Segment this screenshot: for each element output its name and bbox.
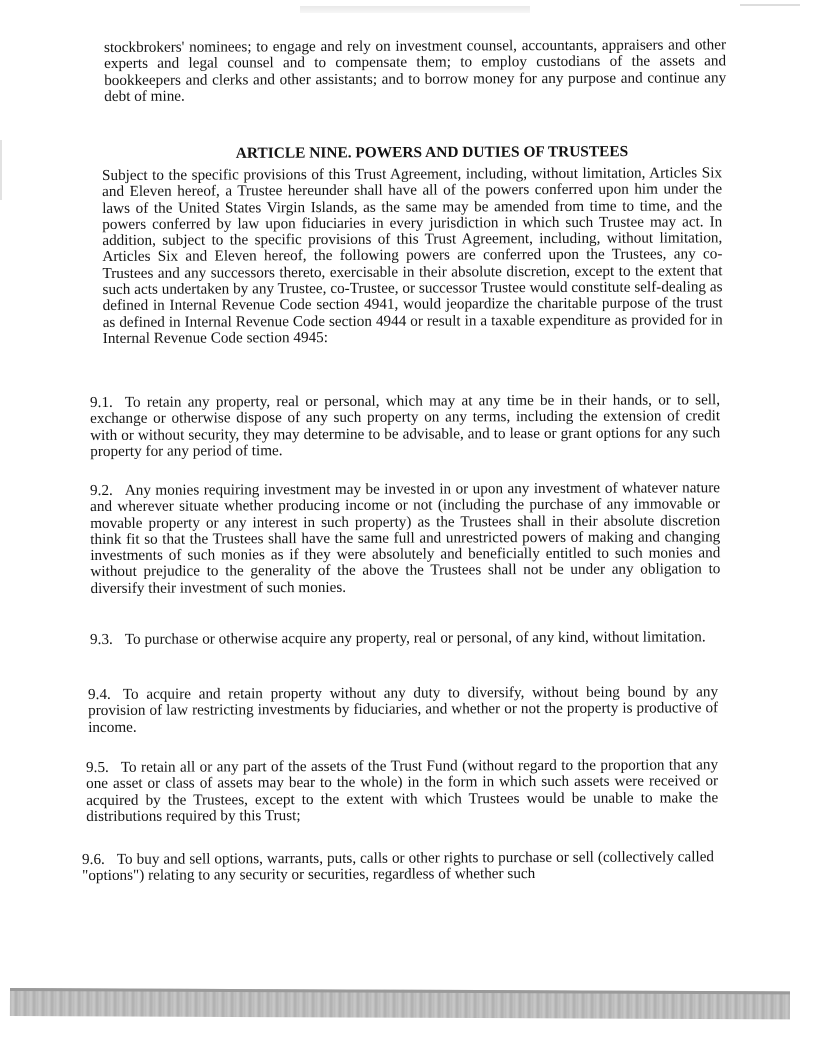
clause-number: 9.5. (85, 758, 109, 776)
article-heading: ARTICLE NINE. POWERS AND DUTIES OF TRUSTEES (235, 143, 629, 162)
clause-text: Any monies requiring investment may be invested in or upon any investment of whatever nature and wherever situate whether producing income or not (including the purchase of any immovable or movable property or any interest in such property) as the Trustees shall in their absolute discretion think fit so that the Trustees shall have the same full and unrestricted powers of making and changing investments of such monies as if they were absolutely and beneficially entitled to such monies and without prejudice to the generality of the above the Trustees shall not be under any obligation to diversify their investment of such monies. (90, 479, 721, 597)
clause-9-5 (86, 757, 718, 825)
clause-text: To retain any property, real or personal, which may at any time be in their hands, or to sell, exchange or otherwise dispose of any such property on any terms, including the extension of credit with or without security, they may determine to be advisable, and to lease or grant options for any such property for any period of time. (90, 391, 721, 460)
clause-9-4 (88, 684, 718, 736)
clause-number: 9.6. (81, 850, 105, 868)
intro-paragraph: stockbrokers' nominees; to engage and rely on investment counsel, accountants, appraisers and other experts and legal counsel and to compensate them; to employ custodians of the assets and bookkeepers and clerks and other assistants; and to borrow money for any purpose and continue any debt of mine. (103, 36, 727, 105)
clause-number: 9.1. (89, 393, 113, 411)
clause-text: To buy and sell options, warrants, puts, calls or other rights to purchase or sell (collectively called "options") relating to any security or securities, regardless of whether such (82, 848, 715, 885)
clause-text: To retain all or any part of the assets of the Trust Fund (without regard to the proportion that any one asset or class of assets may bear to the whole) in the form in which such assets were received or acquired by the Trustees, except to the extent with which Trustees would be unable to make the distributions required by this Trust; (86, 756, 719, 825)
scan-artifact-top (300, 6, 530, 13)
clause-9-3 (90, 629, 720, 648)
clause-text: To acquire and retain property without any duty to diversify, without being bound by any provision of law restricting investments by fiduciaries, and whether or not the property is productive of income. (88, 683, 719, 736)
clause-text: To purchase or otherwise acquire any property, real or personal, of any kind, without limitation. (124, 628, 706, 648)
scan-footer-band (10, 988, 790, 1019)
clause-number: 9.4. (87, 685, 111, 703)
clause-9-6 (82, 849, 714, 884)
article-lead-paragraph: Subject to the specific provisions of this Trust Agreement, including, without limitation, Articles Six and Eleven hereof, a Trustee hereunder shall have all of the powers conferred upon him under the laws of the United States Virgin Islands, as the same may be amended from time to time, and the powers conferred by law upon fiduciaries in every jurisdiction in which such Trustee may act. In addition, subject to the specific provisions of this Trust Agreement, including, without limitation, Articles Six and Eleven hereof, the following powers are conferred upon the Trustees, any co-Trustees and any successors thereto, exercisable in their absolute discretion, except to the extent that such acts undertaken by any Trustee, co-Trustee, or successor Trustee would constitute self-dealing as defined in Internal Revenue Code section 4941, would jeopardize the charitable purpose of the trust as defined in Internal Revenue Code section 4944 or result in a taxable expenditure as provided for in Internal Revenue Code section 4945: (101, 164, 723, 347)
clause-9-1 (90, 392, 720, 460)
clause-9-2 (90, 480, 720, 597)
clause-number: 9.3. (89, 630, 113, 648)
clause-number: 9.2. (89, 481, 113, 499)
scan-artifact-right (740, 4, 800, 6)
scan-artifact-left (0, 140, 2, 200)
